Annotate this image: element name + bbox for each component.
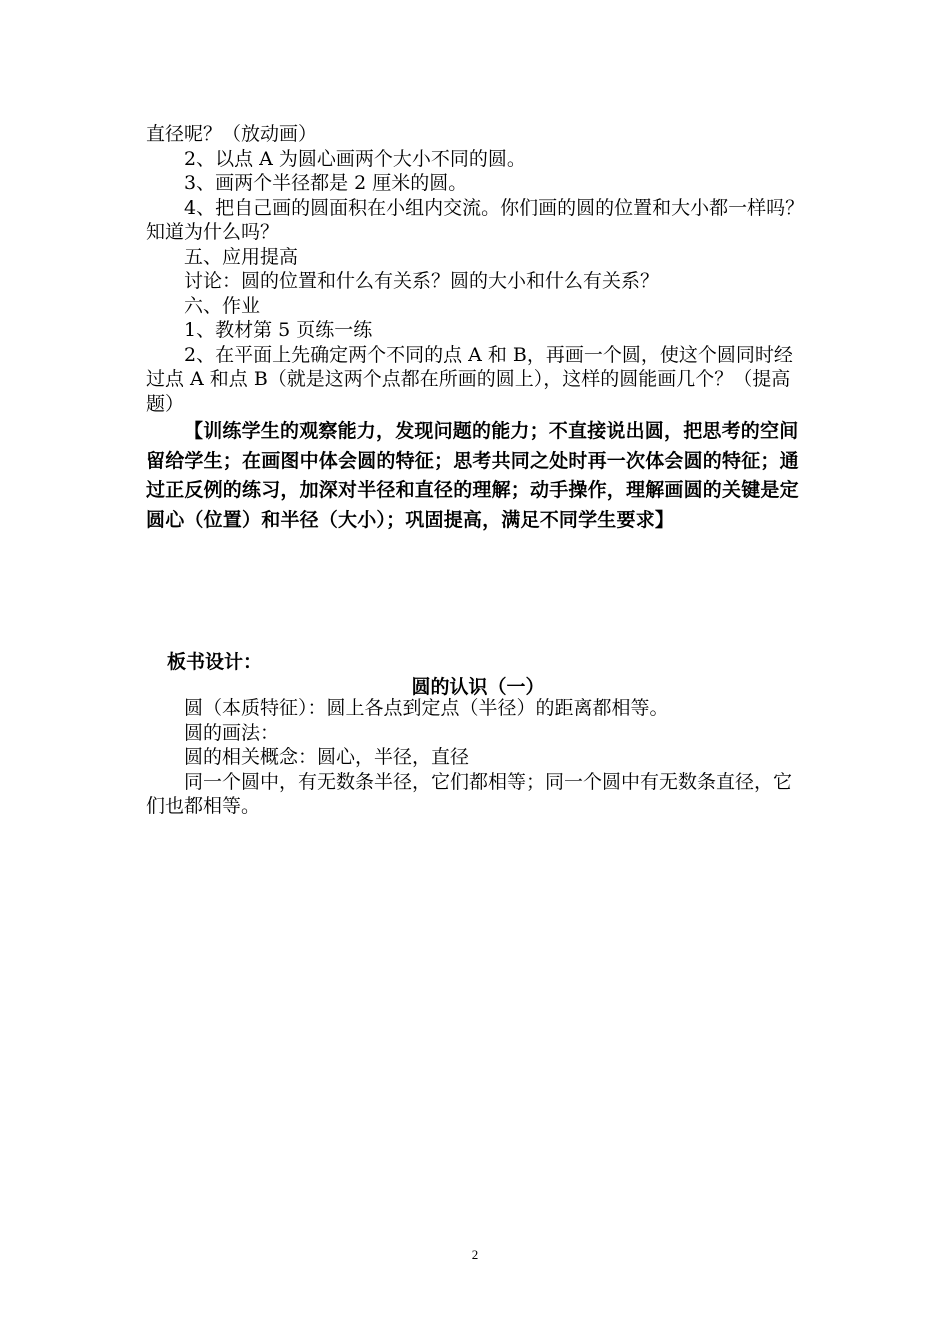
board-line: 圆的画法： bbox=[184, 721, 280, 744]
section-heading: 六、作业 bbox=[184, 294, 261, 317]
body-line: 1、教材第 5 页练一练 bbox=[184, 319, 373, 341]
board-design-label: 板书设计： bbox=[167, 651, 263, 673]
page-number: 2 bbox=[471, 1247, 479, 1262]
board-title: 圆的认识（一） bbox=[411, 676, 545, 698]
body-line: 2、在平面上先确定两个不同的点 A 和 B，再画一个圆，使这个圆同时经过点 A 和点 B（就是这两个点都在所画的圆上），这样的圆能画几个？（提高题） bbox=[146, 343, 793, 415]
body-line: 直径呢？（放动画） bbox=[146, 123, 318, 145]
board-line: 同一个圆中，有无数条半径，它们都相等；同一个圆中有无数条直径，它们也都相等。 bbox=[146, 770, 793, 817]
body-line: 3、画两个半径都是 2 厘米的圆。 bbox=[184, 172, 468, 194]
board-line: 圆（本质特征）：圆上各点到定点（半径）的距离都相等。 bbox=[184, 697, 669, 719]
lesson-body bbox=[146, 122, 810, 535]
section-heading: 五、应用提高 bbox=[184, 245, 299, 268]
body-line: 讨论：圆的位置和什么有关系？圆的大小和什么有关系？ bbox=[184, 270, 660, 292]
teaching-note: 【训练学生的观察能力，发现问题的能力；不直接说出圆，把思考的空间留给学生；在画图中体会圆的特征；思考共同之处时再一次体会圆的特征；通过正反例的练习，加深对半径和直径的理解；动手操作，理解画圆的关键是定圆心（位置）和半径（大小）；巩固提高，满足不同学生要求】 bbox=[146, 420, 799, 531]
board-content bbox=[146, 696, 810, 819]
body-line: 4、把自己画的圆面积在小组内交流。你们画的圆的位置和大小都一样吗？知道为什么吗？ bbox=[146, 196, 805, 243]
body-line: 2、以点 A 为圆心画两个大小不同的圆。 bbox=[184, 147, 526, 170]
board-line: 圆的相关概念：圆心，半径，直径 bbox=[184, 746, 470, 768]
